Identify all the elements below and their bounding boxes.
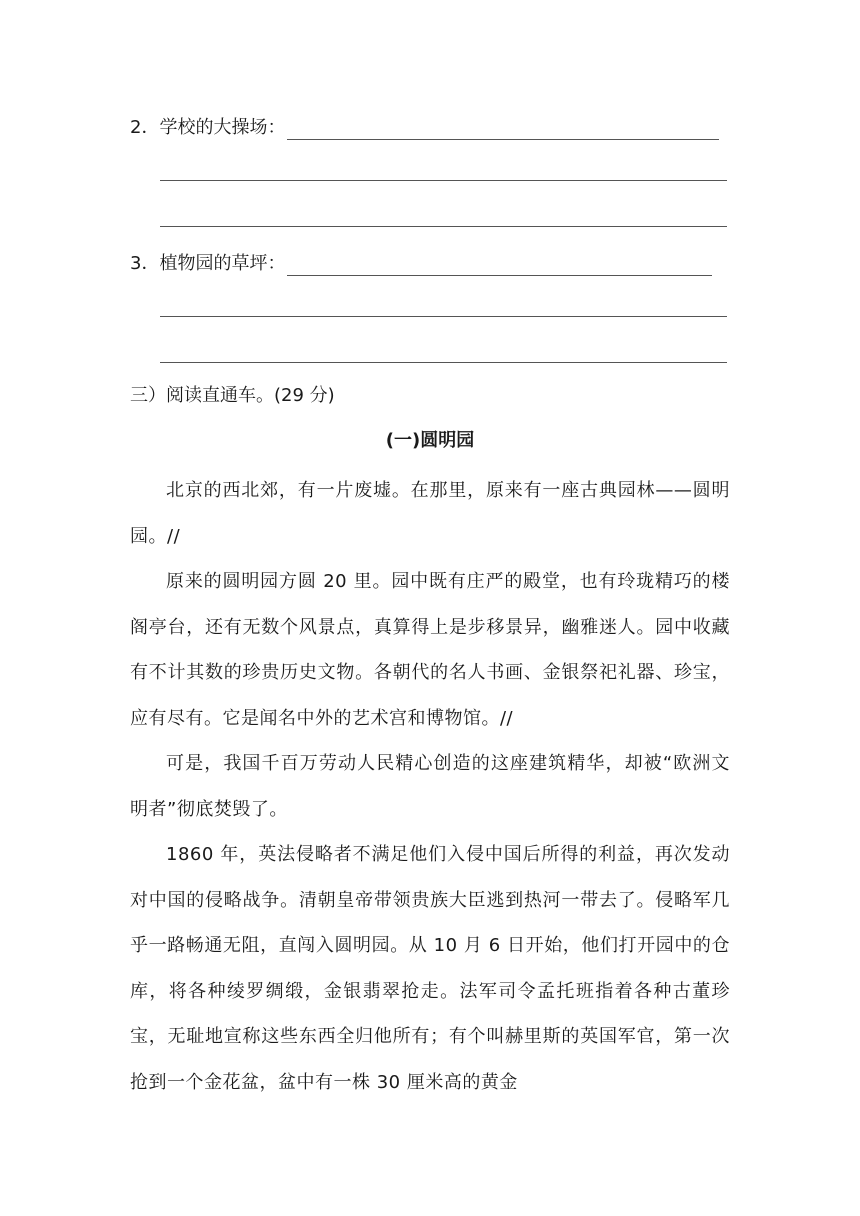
question-3-label: 3．植物园的草坪： [130, 253, 286, 274]
answer-blank-2-3[interactable] [160, 226, 727, 227]
passage-paragraph-4: 1860 年，英法侵略者不满足他们入侵中国后所得的利益，再次发动对中国的侵略战争。清朝皇帝带领贵族大臣逃到热河一带去了。侵略军几乎一路畅通无阻，直闯入圆明园。从 10 月 6 日开始，他们打开园中的仓库，将各种绫罗绸缎，金银翡翠抢走。法军司令孟托班指着各种古董珍宝，无耻地宣称这些东西全归他所有；有个叫赫里斯的英国军官，第一次抢到一个金花盆，盆中有一株 30 厘米高的黄金 [130, 844, 730, 1093]
question-2 [130, 110, 719, 140]
passage-paragraph-1: 北京的西北郊，有一片废墟。在那里，原来有一座古典园林——圆明园。// [130, 480, 730, 547]
answer-blank-3-3[interactable] [160, 362, 727, 363]
passage-paragraph-3: 可是，我国千百万劳动人民精心创造的这座建筑精华，却被“欧洲文明者”彻底焚毁了。 [130, 753, 730, 820]
answer-blank-2-2[interactable] [160, 180, 727, 181]
question-3 [130, 246, 712, 276]
passage-title: (一)圆明园 [385, 430, 475, 451]
passage-paragraph-2: 原来的圆明园方圆 20 里。园中既有庄严的殿堂，也有玲珑精巧的楼阁亭台，还有无数个风景点，真算得上是步移景异，幽雅迷人。园中收藏有不计其数的珍贵历史文物。各朝代的名人书画、金银祭祀礼器、珍宝，应有尽有。它是闻名中外的艺术宫和博物馆。// [130, 571, 730, 729]
answer-blank-2-1[interactable] [287, 117, 719, 140]
question-2-label: 2．学校的大操场： [130, 117, 286, 138]
answer-blank-3-1[interactable] [287, 253, 712, 276]
answer-blank-3-2[interactable] [160, 316, 727, 317]
section-title: 三）阅读直通车。(29 分) [130, 385, 335, 406]
